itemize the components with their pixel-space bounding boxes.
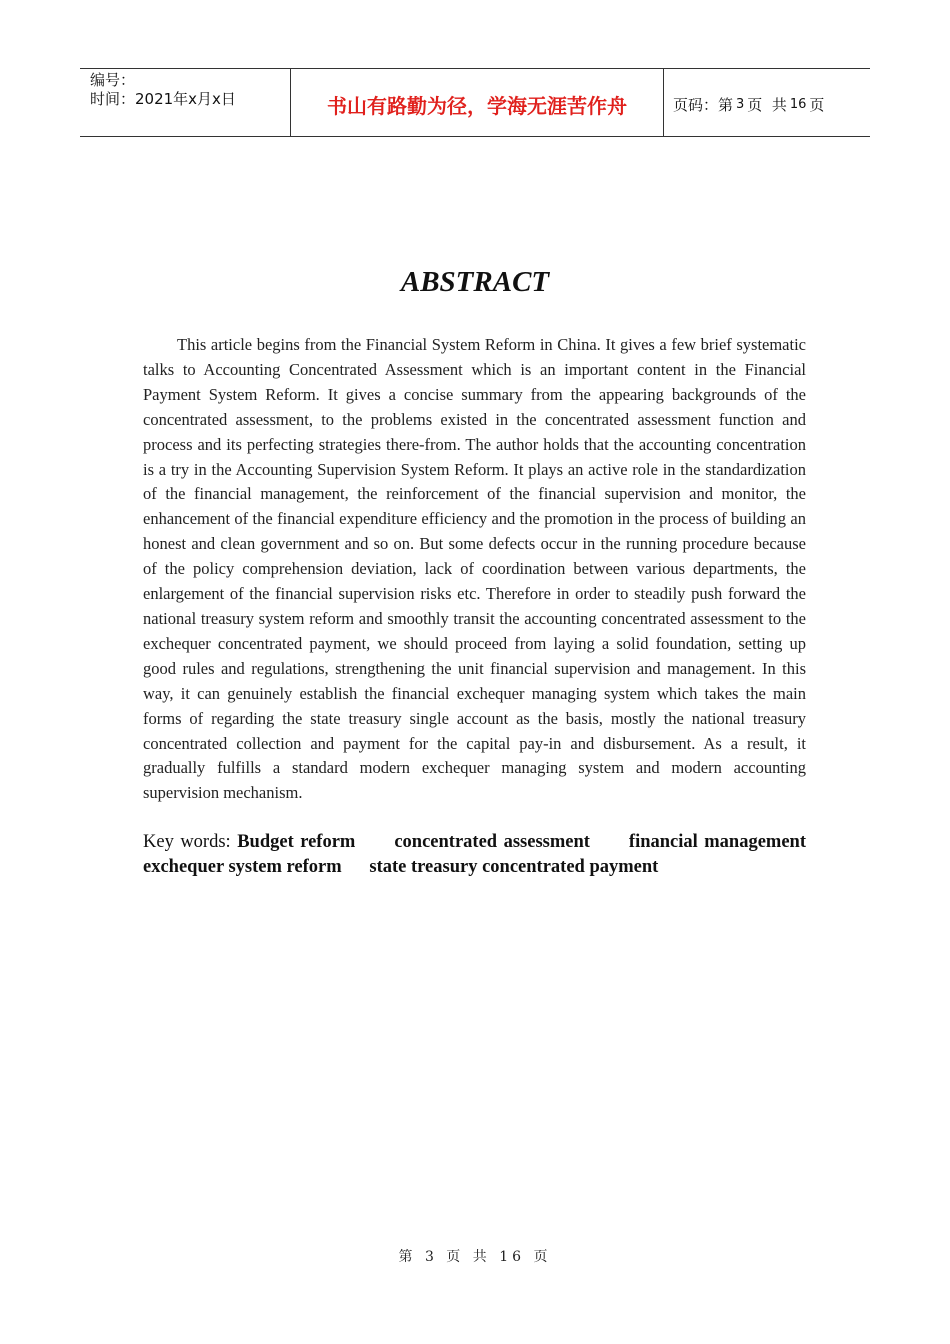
keyword-item: financial management (628, 832, 807, 852)
abstract-title: ABSTRACT (400, 266, 550, 298)
keywords-section (143, 830, 806, 880)
page-current: 3 (736, 97, 745, 112)
header-meta (80, 69, 291, 136)
keyword-item: Budget reform (237, 832, 356, 852)
header-page-info (664, 69, 870, 136)
header-motto: 书山有路勤为径，学海无涯苦作舟 (291, 69, 664, 136)
keyword-item: state treasury concentrated payment (369, 857, 659, 877)
date-label: 时间：2021年x月x日 (90, 90, 236, 108)
page-footer: 第 3 页 共 16 页 (398, 1249, 552, 1265)
page-prefix: 页码：第 (673, 96, 734, 114)
abstract-body: This article begins from the Financial System Reform in China. It gives a few brief systematic talks to Accounting Concentrated Assessment which is an important content in the Financial Payment System Reform. It gives a concise summary from the appearing backgrounds of the concentrated assessment, to the problems existed in the concentrated assessment function and process and its perfecting strategies there-from. The author holds that the accounting concentration is a try in the Accounting Supervision System Reform. It plays an active role in the standardization of the financial management, the reinforcement of the financial supervision and monitor, the enhancement of the financial expenditure efficiency and the promotion in the process of building an honest and clean government and so on. But some defects occur in the running procedure because of the policy comprehension deviation, lack of coordination between various departments, the enlargement of the financial supervision risks etc. Therefore in order to steadily push forward the national treasury system reform and smoothly transit the accounting concentrated assessment to the exchequer concentrated payment, we should proceed from laying a solid foundation, setting up good rules and regulations, strengthening the unit financial supervision and management. In this way, it can genuinely establish the financial exchequer managing system which takes the main forms of regarding the state treasury single account as the basis, mostly the national treasury concentrated collection and payment for the capital pay-in and disbursement. As a result, it gradually fulfills a standard modern exchequer managing system and modern accounting supervision mechanism. (143, 335, 806, 803)
page-suffix: 页 (809, 96, 825, 114)
keyword-item: concentrated assessment (394, 832, 590, 852)
page-total: 16 (789, 97, 807, 112)
page-header (80, 68, 870, 137)
page-mid: 页 共 (747, 96, 787, 114)
keywords-label: Key words: (143, 832, 238, 852)
keyword-item: exchequer system reform (143, 857, 342, 877)
serial-label: 编号： (90, 71, 136, 89)
